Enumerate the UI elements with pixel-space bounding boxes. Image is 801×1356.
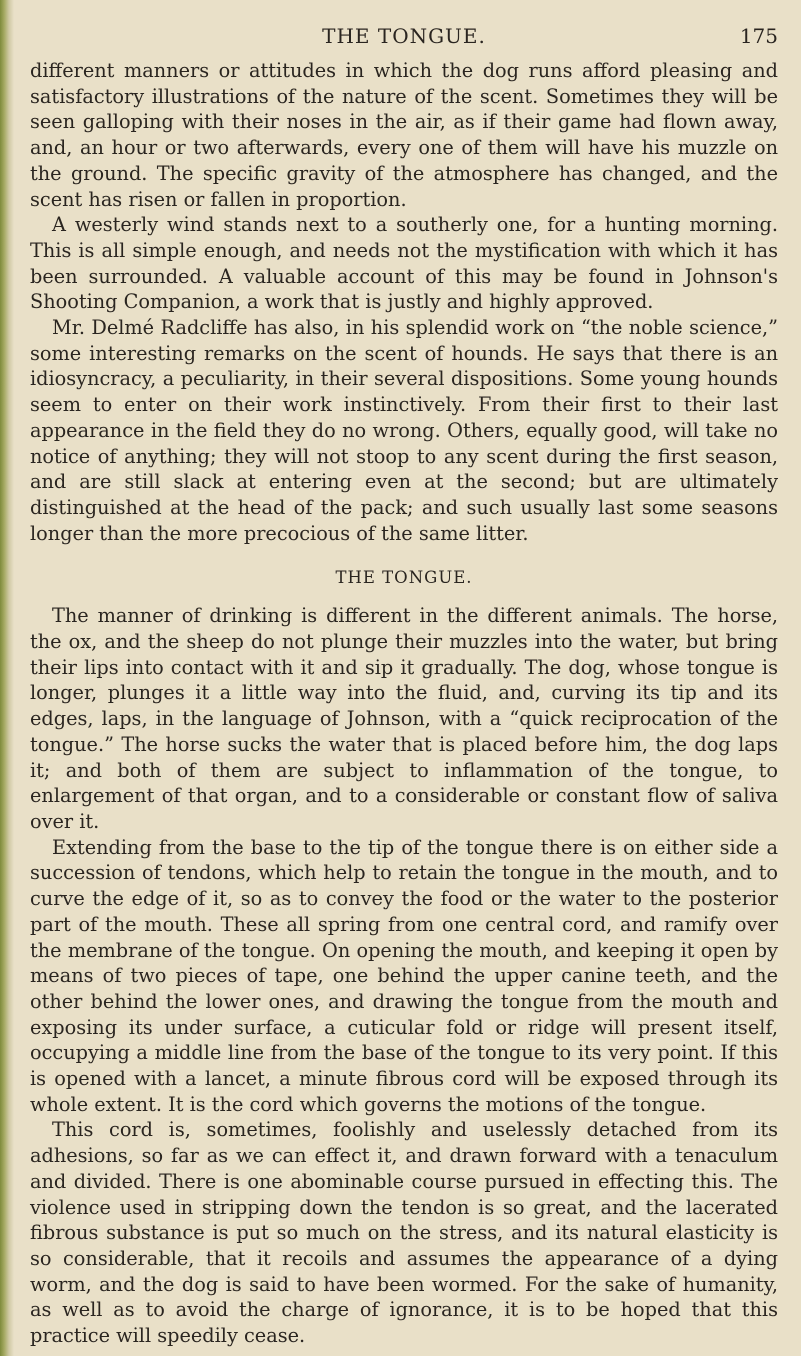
page-number: 175	[739, 24, 778, 48]
page-binding-edge	[0, 0, 14, 1356]
paragraph: This cord is, sometimes, foolishly and uselessly detached from its adhesions, so far as we can effect it, and drawn forward with a tenaculum and divided. There is one abominable course pursued in effecting this. The violence used in stripping down the tendon is so great, and the lacerated fibrous substance is put so much on the stress, and its natural elasticity is so considerable, that it recoils and assumes the appearance of a dying worm, and the dog is said to have been wormed. For the sake of humanity, as well as to avoid the charge of ignorance, it is to be hoped that this practice will speedily cease.	[30, 1118, 778, 1348]
paragraph: Mr. Delmé Radcliffe has also, in his splendid work on “the noble science,” some interesting remarks on the scent of hounds. He says that there is an idiosyncracy, a peculiarity, in their several dispositions. Some young hounds seem to enter on their work instinctively. From their first to their last appearance in the field they do no wrong. Others, equally good, will take no notice of anything; they will not stoop to any scent during the first season, and are still slack at entering even at the second; but are ultimately distinguished at the head of the pack; and such usually last some seasons longer than the more precocious of the same litter.	[30, 316, 778, 545]
section-heading: THE TONGUE.	[335, 568, 473, 588]
paragraph: The manner of drinking is different in the different animals. The horse, the ox, and the sheep do not plunge their muzzles into the water, but bring their lips into contact with it and sip it gradually. The dog, whose tongue is longer, plunges it a little way into the fluid, and, curving its tip and its edges, laps, in the language of Johnson, with a “quick reciprocation of the tongue.” The horse sucks the water that is placed before him, the dog laps it; and both of them are subject to inflammation of the tongue, to enlargement of that organ, and to a considerable or constant flow of saliva over it.	[30, 604, 778, 833]
body-text	[30, 58, 778, 1349]
book-page	[30, 24, 778, 1349]
paragraph: different manners or attitudes in which the dog runs afford pleasing and satisfactory illustrations of the nature of the scent. Sometimes they will be seen galloping with their noses in the air, as if their game had flown away, and, an hour or two afterwards, every one of them will have his muzzle on the ground. The specific gravity of the atmosphere has changed, and the scent has risen or fallen in proportion.	[30, 59, 778, 211]
running-head	[30, 24, 778, 58]
running-title: THE TONGUE.	[322, 24, 486, 48]
paragraph: Extending from the base to the tip of the tongue there is on either side a succession of tendons, which help to retain the tongue in the mouth, and to curve the edge of it, so as to convey the food or the water to the posterior part of the mouth. These all spring from one central cord, and ramify over the membrane of the tongue. On opening the mouth, and keeping it open by means of two pieces of tape, one behind the upper canine teeth, and the other behind the lower ones, and drawing the tongue from the mouth and exposing its under surface, a cuticular fold or ridge will present itself, occupying a middle line from the base of the tongue to its very point. If this is opened with a lancet, a minute fibrous cord will be exposed through its whole extent. It is the cord which governs the motions of the tongue.	[30, 835, 778, 1116]
paragraph: A westerly wind stands next to a southerly one, for a hunting morning. This is all simple enough, and needs not the mystification with which it has been surrounded. A valuable account of this may be found in Johnson's Shooting Companion, a work that is justly and highly approved.	[30, 213, 778, 314]
